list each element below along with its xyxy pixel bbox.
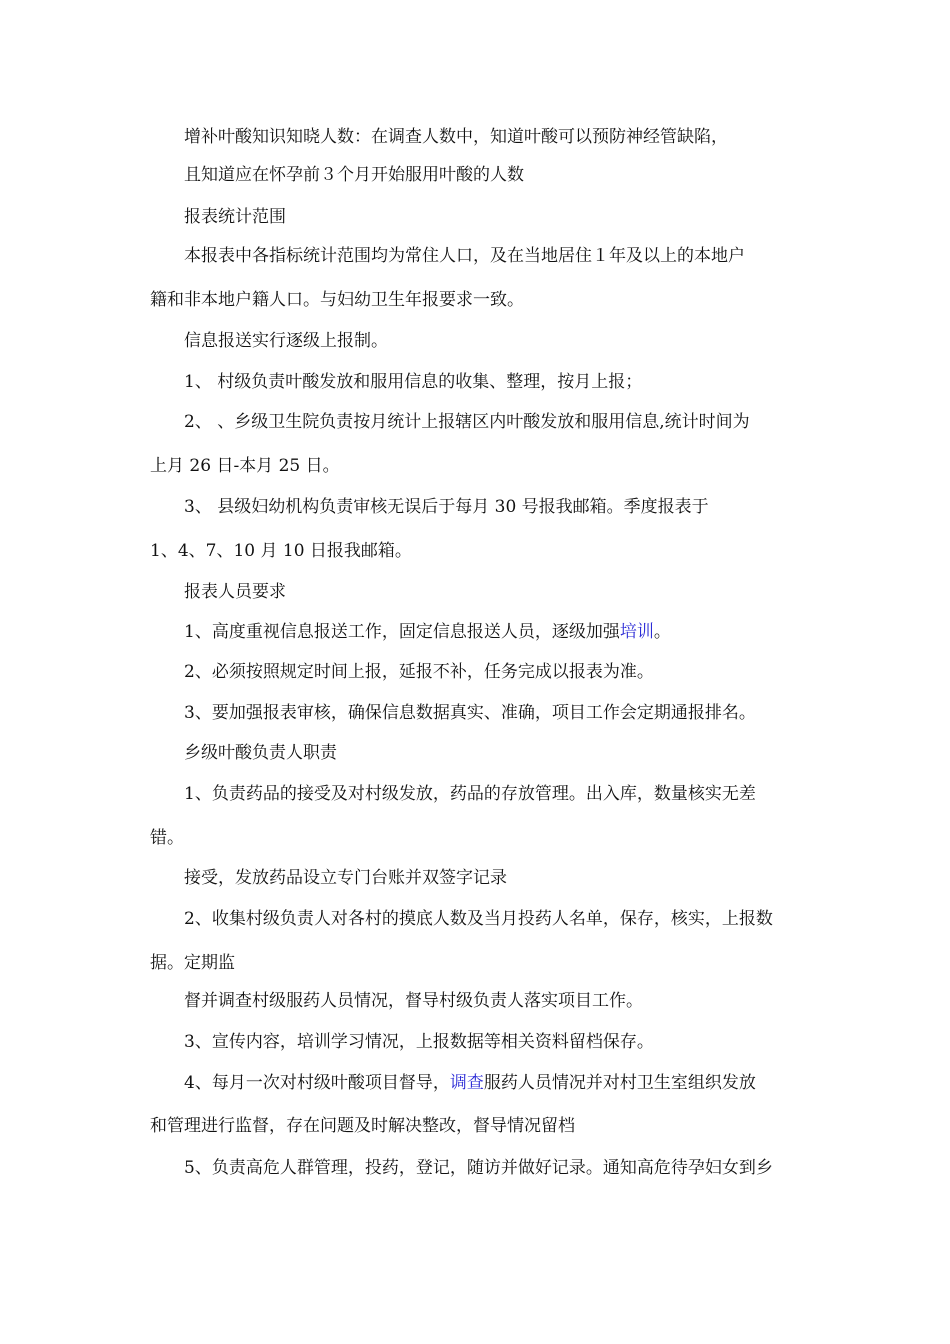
paragraph-line: 接受，发放药品设立专门台账并双签字记录 [184, 868, 507, 888]
list-item [184, 1072, 756, 1094]
paragraph-line: 籍和非本地户籍人口。与妇幼卫生年报要求一致。 [150, 290, 524, 310]
list-item: 3、要加强报表审核，确保信息数据真实、准确，项目工作会定期通报排名。 [184, 703, 756, 723]
list-item-text: 。 [653, 622, 671, 642]
list-item: 2、收集村级负责人对各村的摸底人数及当月投药人名单，保存，核实，上报数 [184, 909, 773, 929]
list-item-continuation: 上月 26 日-本月 25 日。 [150, 456, 340, 476]
list-item-continuation: 1、4、7、10 月 10 日报我邮箱。 [150, 541, 412, 561]
training-link[interactable]: 培训 [619, 622, 654, 642]
list-item: 2、 、乡级卫生院负责按月统计上报辖区内叶酸发放和服用信息,统计时间为 [184, 412, 750, 432]
paragraph-line: 督并调查村级服药人员情况，督导村级负责人落实项目工作。 [184, 991, 643, 1011]
section-heading: 报表人员要求 [184, 582, 286, 602]
list-item-text: 4、每月一次对村级叶酸项目督导， [184, 1073, 450, 1093]
list-item-continuation: 和管理进行监督，存在问题及时解决整改，督导情况留档 [150, 1116, 575, 1136]
list-item-continuation: 据。定期监 [150, 953, 235, 973]
list-item [184, 621, 671, 643]
list-item: 1、负责药品的接受及对村级发放，药品的存放管理。出入库，数量核实无差 [184, 784, 756, 804]
section-heading: 乡级叶酸负责人职责 [184, 743, 337, 763]
list-item-text: 1、高度重视信息报送工作，固定信息报送人员，逐级加强 [184, 622, 620, 642]
list-item: 2、必须按照规定时间上报，延报不补，任务完成以报表为准。 [184, 662, 654, 682]
paragraph-line: 且知道应在怀孕前３个月开始服用叶酸的人数 [184, 165, 524, 185]
list-item-text: 服药人员情况并对村卫生室组织发放 [483, 1073, 756, 1093]
paragraph-line: 信息报送实行逐级上报制。 [184, 331, 388, 351]
list-item: 5、负责高危人群管理，投药，登记，随访并做好记录。通知高危待孕妇女到乡 [184, 1158, 773, 1178]
paragraph-line: 增补叶酸知识知晓人数：在调查人数中，知道叶酸可以预防神经管缺陷， [184, 127, 728, 147]
list-item: 1、 村级负责叶酸发放和服用信息的收集、整理，按月上报； [184, 372, 643, 392]
list-item-continuation: 错。 [150, 828, 184, 848]
survey-link[interactable]: 调查 [449, 1073, 484, 1093]
list-item: 3、 县级妇幼机构负责审核无误后于每月 30 号报我邮箱。季度报表于 [184, 497, 709, 517]
paragraph-line: 本报表中各指标统计范围均为常住人口，及在当地居住１年及以上的本地户 [184, 246, 745, 266]
section-heading: 报表统计范围 [184, 207, 286, 227]
list-item: 3、宣传内容，培训学习情况，上报数据等相关资料留档保存。 [184, 1032, 654, 1052]
